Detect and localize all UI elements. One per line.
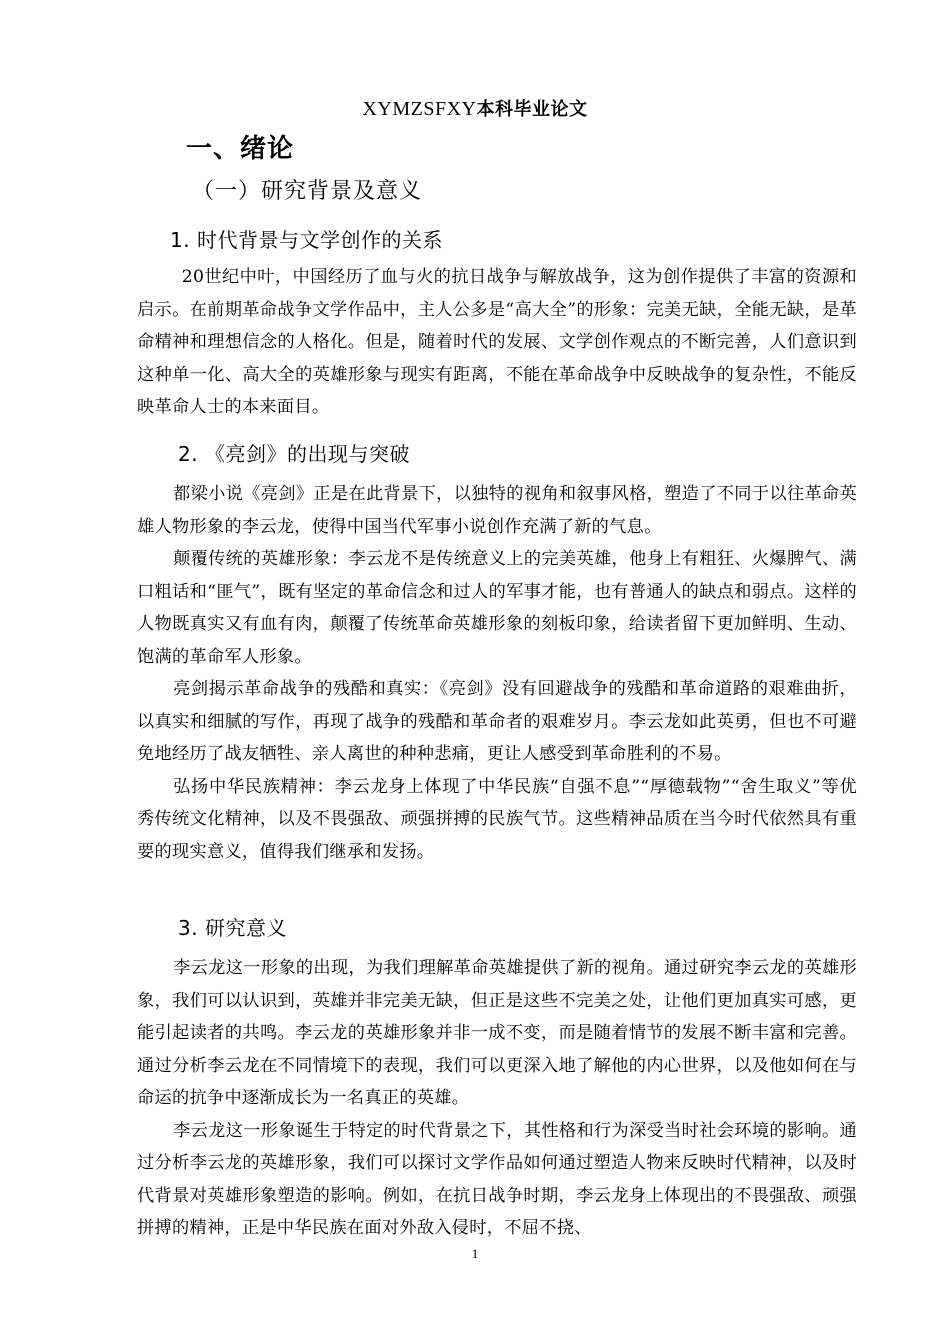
page-header	[0, 95, 950, 121]
paragraph: 亮剑揭示革命战争的残酷和真实：《亮剑》没有回避战争的残酷和革命道路的艰难曲折，以真实和细腻的写作，再现了战争的残酷和革命者的艰难岁月。李云龙如此英勇，但也不可避免地经历了战友牺牲、亲人离世的种种悲痛，更让人感受到革命胜利的不易。	[137, 679, 857, 764]
subsection-title-2: 2. 《亮剑》的出现与突破	[178, 442, 410, 466]
paragraph: 20世纪中叶，中国经历了血与火的抗日战争与解放战争，这为创作提供了丰富的资源和启示。在前期革命战争文学作品中，主人公多是“高大全”的形象：完美无缺，全能无缺，是革命精神和理想信念的人格化。但是，随着时代的发展、文学创作观点的不断完善，人们意识到这种单一化、高大全的英雄形象与现实有距离，不能在革命战争中反映战争的复杂性，不能反映革命人士的本来面目。	[137, 267, 857, 417]
paragraph: 李云龙这一形象诞生于特定的时代背景之下，其性格和行为深受当时社会环境的影响。通过分析李云龙的英雄形象，我们可以探讨文学作品如何通过塑造人物来反映时代精神，以及时代背景对英雄形象塑造的影响。例如，在抗日战争时期，李云龙身上体现出的不畏强敌、顽强拼搏的精神，正是中华民族在面对外敌入侵时，不屈不挠、	[137, 1120, 857, 1238]
subsection-body-2	[137, 478, 857, 868]
paragraph: 颠覆传统的英雄形象：李云龙不是传统意义上的完美英雄，他身上有粗狂、火爆脾气、满口粗话和“匪气”，既有坚定的革命信念和过人的军事才能，也有普通人的缺点和弱点。这样的人物既真实又有血有肉，颠覆了传统革命英雄形象的刻板印象，给读者留下更加鲜明、生动、饱满的革命军人形象。	[137, 549, 857, 667]
page-number: 1	[471, 1246, 479, 1261]
header-school-code: XYMZSFXY	[362, 98, 477, 120]
subsection-title-3: 3. 研究意义	[178, 916, 287, 940]
header-thesis-label: 本科毕业论文	[476, 99, 588, 120]
subsection-title-1: 1. 时代背景与文学创作的关系	[170, 228, 443, 252]
paragraph: 都梁小说《亮剑》正是在此背景下，以独特的视角和叙事风格，塑造了不同于以往革命英雄人物形象的李云龙，使得中国当代军事小说创作充满了新的气息。	[137, 484, 857, 537]
paragraph: 李云龙这一形象的出现，为我们理解革命英雄提供了新的视角。通过研究李云龙的英雄形象，我们可以认识到，英雄并非完美无缺，但正是这些不完美之处，让他们更加真实可感，更能引起读者的共鸣。李云龙的英雄形象并非一成不变，而是随着情节的发展不断丰富和完善。通过分析李云龙在不同情境下的表现，我们可以更深入地了解他的内心世界，以及他如何在与命运的抗争中逐渐成长为一名真正的英雄。	[137, 958, 857, 1108]
subsection-body-1	[137, 261, 857, 424]
chapter-title: 一、绪论	[186, 134, 295, 164]
section-title: （一）研究背景及意义	[192, 179, 423, 204]
paragraph: 弘扬中华民族精神：李云龙身上体现了中华民族“自强不息”“厚德载物”“舍生取义”等优秀传统文化精神，以及不畏强敌、顽强拼搏的民族气节。这些精神品质在当今时代依然具有重要的现实意义，值得我们继承和发扬。	[137, 776, 857, 862]
subsection-body-3	[137, 952, 857, 1245]
